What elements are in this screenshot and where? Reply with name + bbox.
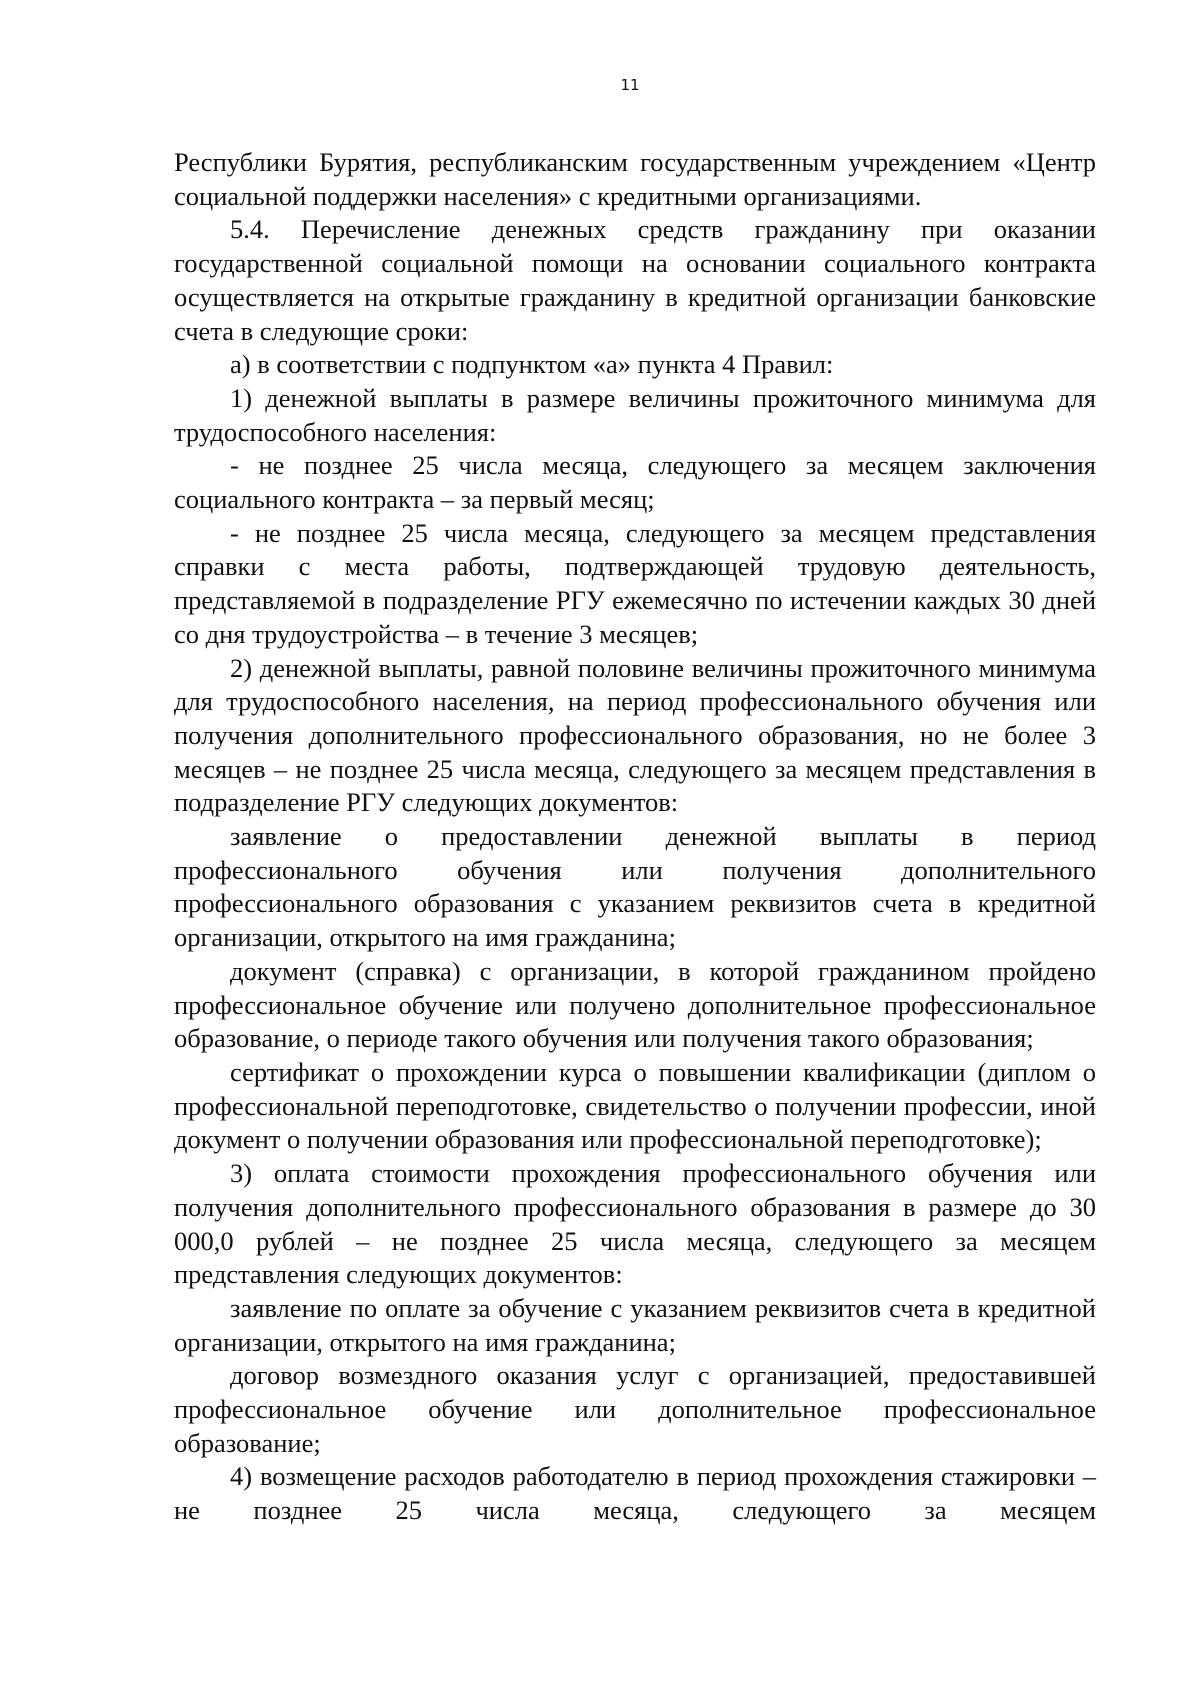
paragraph: заявление о предоставлении денежной выплаты в период профессионального обучения или получения дополнительного профессионального образования с указанием реквизитов счета в кредитной организации, открытого на имя гражданина; (174, 821, 1096, 953)
paragraph: а) в соответствии с подпунктом «а» пункта 4 Правил: (230, 349, 834, 380)
paragraph: 2) денежной выплаты, равной половине величины прожиточного минимума для трудоспособного населения, на период профессионального обучения или получения дополнительного профессионального образования, но не более 3 месяцев – не позднее 25 числа месяца, следующего за месяцем представления в подразделение РГУ следующих документов: (174, 652, 1096, 818)
paragraph: 3) оплата стоимости прохождения профессионального обучения или получения дополнительного профессионального образования в размере до 30 000,0 рублей – не позднее 25 числа месяца, следующего за месяцем представления следующих документов: (174, 1158, 1096, 1290)
paragraph: 1) денежной выплаты в размере величины прожиточного минимума для трудоспособного населения: (174, 382, 1096, 447)
paragraph: документ (справка) с организации, в которой гражданином пройдено профессиональное обучение или получено дополнительное профессиональное образование, о периоде такого обучения или получения такого образования; (174, 955, 1096, 1054)
paragraph: договор возмездного оказания услуг с организацией, предоставившей профессиональное обучение или дополнительное профессиональное образование; (174, 1360, 1096, 1458)
paragraph: - не позднее 25 числа месяца, следующего за месяцем представления справки с места работы, подтверждающей трудовую деятельность, представляемой в подразделение РГУ ежемесячно по истечении каждых 30 дней со дня трудоустройства – в течение 3 месяцев; (174, 517, 1096, 649)
paragraph: заявление по оплате за обучение с указанием реквизитов счета в кредитной организации, открытого на имя гражданина; (174, 1292, 1096, 1357)
paragraph: 4) возмещение расходов работодателю в период прохождения стажировки – не позднее 25 числа месяца, следующего за месяцем (174, 1461, 1096, 1526)
paragraph: Республики Бурятия, республиканским государственным учреждением «Центр социальной поддержки населения» с кредитными организациями. (174, 147, 1096, 211)
paragraph: - не позднее 25 числа месяца, следующего за месяцем заключения социального контракта – за первый месяц; (174, 450, 1096, 515)
document-body (174, 146, 1096, 1528)
page-number: 11 (620, 76, 640, 94)
paragraph: сертификат о прохождении курса о повышении квалификации (диплом о профессиональной переподготовке, свидетельство о получении профессии, иной документ о получении образования или профессиональной переподготовке); (174, 1056, 1096, 1155)
paragraph: 5.4. Перечисление денежных средств гражданину при оказании государственной социальной помощи на основании социального контракта осуществляется на открытые гражданину в кредитной организации банковские счета в следующие сроки: (174, 214, 1096, 346)
